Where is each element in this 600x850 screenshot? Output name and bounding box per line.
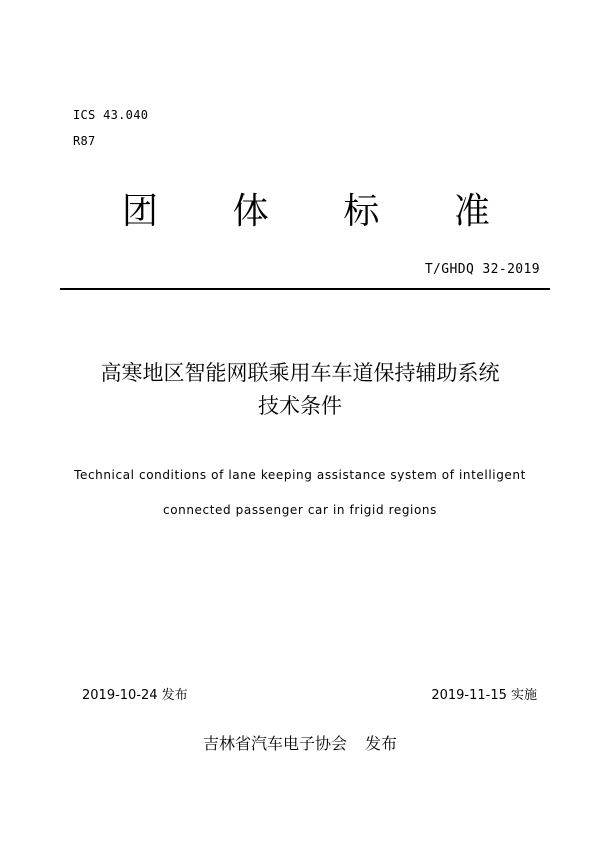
issuing-organization: 吉林省汽车电子协会 — [202, 734, 347, 753]
ccs-code: R87 — [73, 134, 96, 148]
issuer-line — [0, 731, 600, 754]
standard-type-char: 体 — [232, 191, 269, 232]
chinese-title-line-2: 技术条件 — [258, 394, 342, 418]
standard-type-char: 准 — [453, 191, 490, 232]
issue-date: 2019-10-24 发布 — [82, 688, 188, 703]
chinese-title-line-1: 高寒地区智能网联乘用车车道保持辅助系统 — [100, 361, 500, 385]
header-divider — [60, 288, 550, 290]
implementation-date: 2019-11-15 实施 — [431, 688, 537, 703]
standard-number: T/GHDQ 32-2019 — [424, 262, 540, 277]
english-title-line-1: Technical conditions of lane keeping assistance system of intelligent — [74, 468, 526, 482]
ics-code: ICS 43.040 — [73, 108, 149, 122]
standard-type-char: 标 — [343, 191, 380, 232]
standard-type-title — [62, 190, 550, 234]
issuer-action: 发布 — [365, 734, 398, 753]
standard-type-char: 团 — [122, 191, 159, 232]
english-title-line-2: connected passenger car in frigid regions — [163, 503, 437, 517]
